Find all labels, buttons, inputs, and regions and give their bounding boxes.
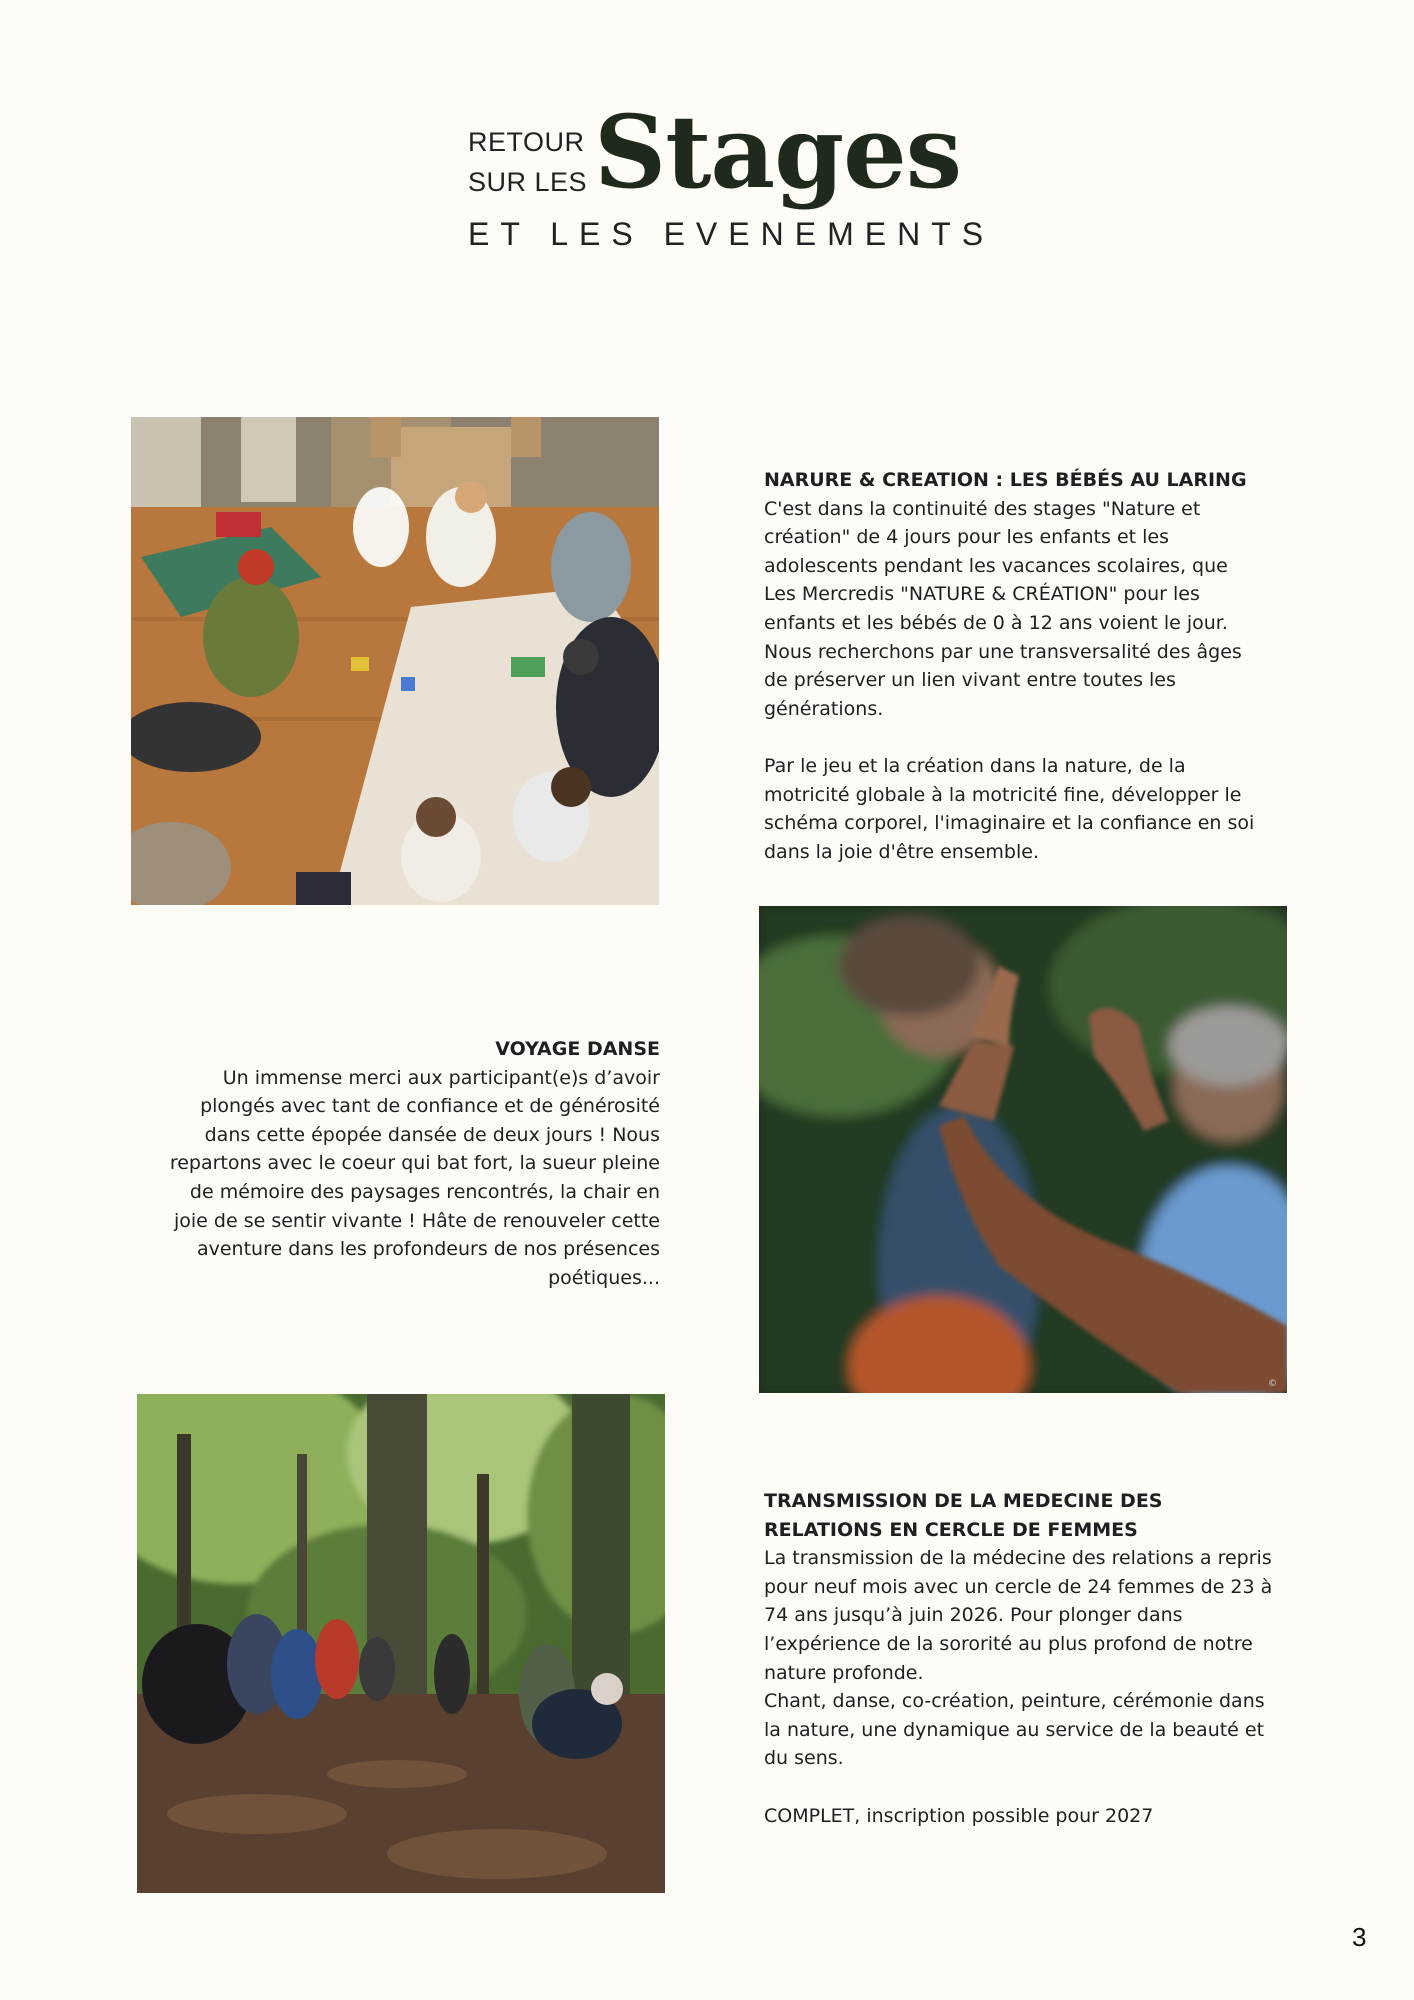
page-number: 3 xyxy=(1352,1922,1367,1952)
section-voyage-danse-title: VOYAGE DANSE xyxy=(495,1038,660,1060)
header-retour: RETOUR xyxy=(468,127,585,157)
photo-dance-voyage xyxy=(759,906,1287,1393)
photo-copyright-mark: © xyxy=(1268,1379,1277,1389)
header-subtitle: ET LES EVENEMENTS xyxy=(468,216,995,252)
section-voyage-danse xyxy=(160,1035,660,1292)
section-medecine-relations-para3: COMPLET, inscription possible pour 2027 xyxy=(764,1804,1154,1827)
header-sur-les: SUR LES xyxy=(468,167,588,197)
photo-forest-circle xyxy=(137,1394,665,1893)
section-nature-creation-para1: C'est dans la continuité des stages "Nature et création" de 4 jours pour les enfants et les adolescents pendant les vacances scolaires, que Les Mercredis "NATURE & CRÉATION" pour les enfants et les bébés de 0 à 12 ans voient le jour. Nous recherchons par une transversalité des âges de préserver un lien vivant entre toutes les générations. xyxy=(764,497,1242,720)
section-nature-creation-para2: Par le jeu et la création dans la nature, de la motricité globale à la motricité fine, développer le schéma corporel, l'imaginaire et la confiance en soi dans la joie d'être ensemble. xyxy=(764,754,1255,863)
section-medecine-relations-para2: Chant, danse, co-création, peinture, cérémonie dans la nature, une dynamique au service de la beauté et du sens. xyxy=(764,1690,1265,1770)
section-nature-creation-title: NARURE & CREATION : LES BÉBÉS AU LARING xyxy=(764,469,1247,491)
section-medecine-relations xyxy=(764,1487,1274,1830)
section-voyage-danse-para1: Un immense merci aux participant(e)s d’avoir plongés avec tant de confiance et de générosité dans cette épopée dansée de deux jours ! Nous repartons avec le coeur qui bat fort, la sueur pleine de mémoire des paysages rencontrés, la chair en joie de se sentir vivante ! Hâte de renouveler cette aventure dans les profondeurs de nos présences poétiques... xyxy=(169,1066,660,1289)
photo-children-workshop xyxy=(131,417,659,905)
section-medecine-relations-para1: La transmission de la médecine des relations a repris pour neuf mois avec un cercle de 24 femmes de 23 à 74 ans jusqu’à juin 2026. Pour plonger dans l’expérience de la sororité au plus profond de notre nature profonde. xyxy=(764,1547,1273,1684)
section-nature-creation xyxy=(764,466,1264,866)
header-stages-title: Stages xyxy=(594,93,962,211)
section-medecine-relations-title: TRANSMISSION DE LA MEDECINE DES RELATIONS EN CERCLE DE FEMMES xyxy=(764,1490,1163,1541)
